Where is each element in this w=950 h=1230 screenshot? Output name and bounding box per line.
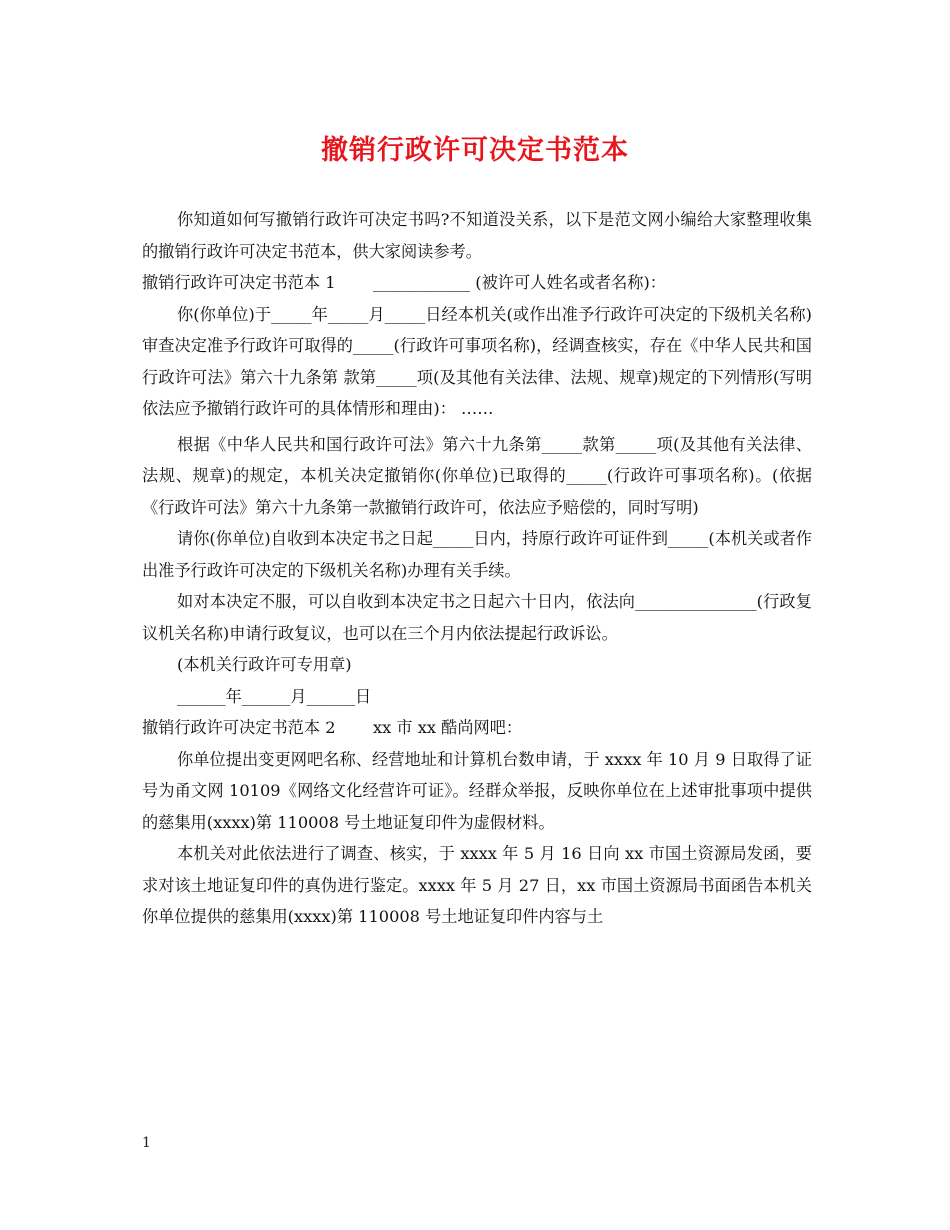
template-1-facts-paragraph: 你(你单位)于_____年_____月_____日经本机关(或作出准予行政许可决定的下级机关名称)审查决定准予行政许可取得的_____(行政许可事项名称)，经调查核实，存在《中华人民共和国行政许可法》第六十九条第 款第_____项(及其他有关法律、法规、规章)规定的下列情形(写明依法应予撤销行政许可的具体情形和理由)： …… [142,304,812,418]
date-line: ______年______月______日 [177,686,372,706]
official-seal-line: (本机关行政许可专用章) [177,655,352,674]
page-number: 1 [142,1135,151,1151]
template-2-facts-paragraph: 你单位提出变更网吧名称、经营地址和计算机台数申请，于 xxxx 年 10 月 9 日取得了证号为甬文网 10109《网络文化经营许可证》。经群众举报，反映你单位在上述审批事项中提供的慈集用(xxxx)第 110008 号土地证复印件为虚假材料。 [142,749,812,832]
template-1-appeal-paragraph: 如对本决定不服，可以自收到本决定书之日起六十日内，依法向_______________(行政复议机关名称)申请行政复议，也可以在三个月内依法提起行政诉讼。 [142,592,812,643]
template-1-procedure-paragraph: 请你(你单位)自收到本决定书之日起_____日内，持原行政许可证件到_____(本机关或者作出准予行政许可决定的下级机关名称)办理有关手续。 [142,529,812,580]
document-body [142,204,812,933]
intro-paragraph: 你知道如何写撤销行政许可决定书吗?不知道没关系，以下是范文网小编给大家整理收集的撤销行政许可决定书范本，供大家阅读参考。 [142,210,812,261]
template-2-heading: 撤销行政许可决定书范本 2 xx 市 xx 酷尚网吧： [142,718,523,737]
template-2-investigation-paragraph: 本机关对此依法进行了调查、核实，于 xxxx 年 5 月 16 日向 xx 市国土资源局发函，要求对该土地证复印件的真伪进行鉴定。xxxx 年 5 月 27 日，xx 市国土资源局书面函告本机关你单位提供的慈集用(xxxx)第 110008 号土地证复印件内容与土 [142,844,812,926]
template-1-decision-paragraph: 根据《中华人民共和国行政许可法》第六十九条第_____款第_____项(及其他有关法律、法规、规章)的规定，本机关决定撤销你(你单位)已取得的_____(行政许可事项名称)。(依据《行政许可法》第六十九条第一款撤销行政许可，依法应予赔偿的，同时写明) [142,434,812,517]
document-title: 撤销行政许可决定书范本 [321,135,629,166]
template-1-heading: 撤销行政许可决定书范本 1 ____________ (被许可人姓名或者名称)： [142,273,666,292]
